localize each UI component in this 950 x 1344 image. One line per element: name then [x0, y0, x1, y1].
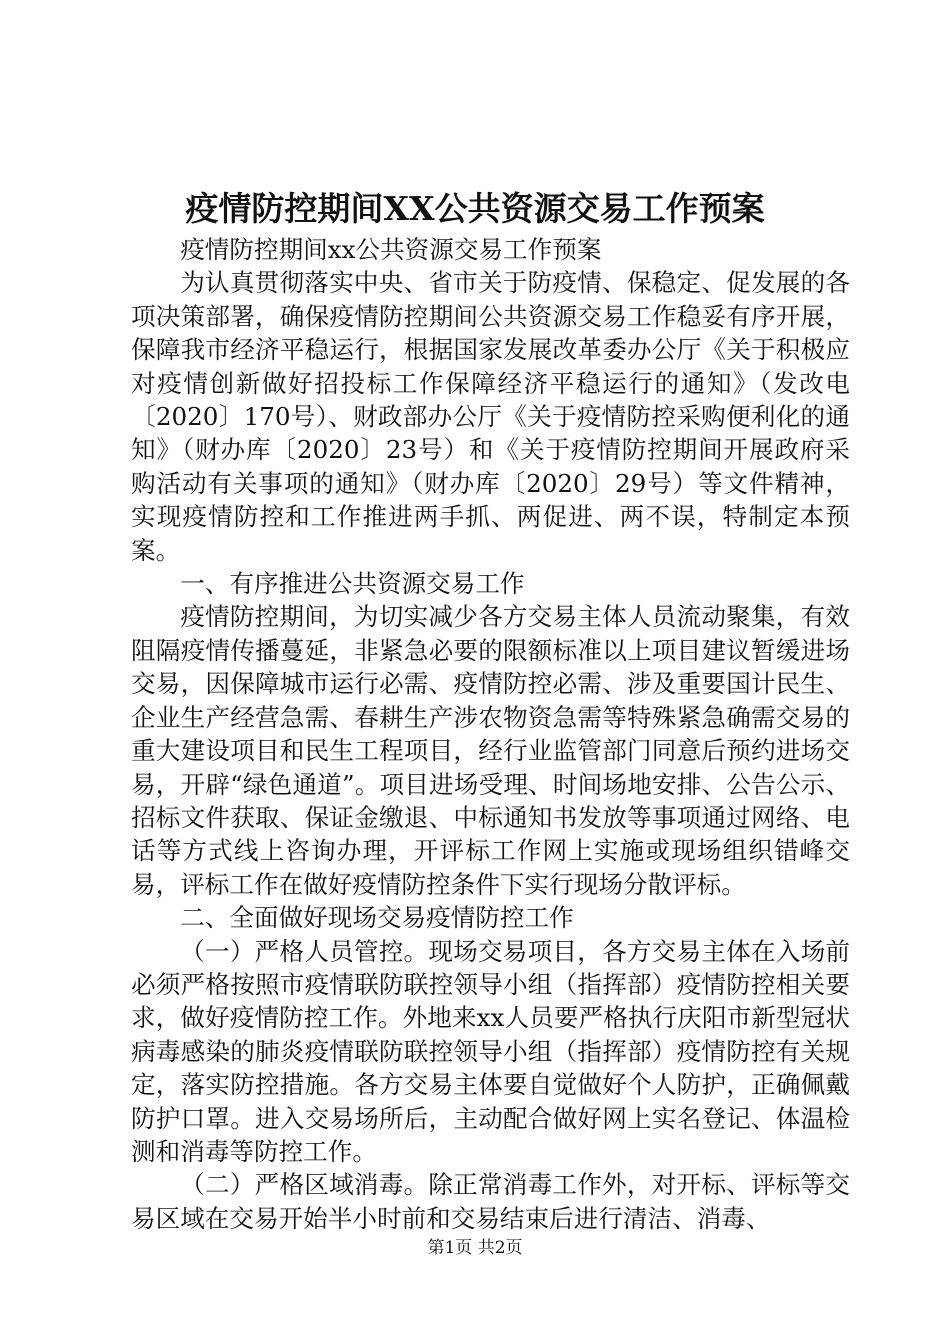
paragraph-section-1: 疫情防控期间，为切实减少各方交易主体人员流动聚集，有效阻隔疫情传播蔓延，非紧急必要的限额标准以上项目建议暂缓进场交易，因保障城市运行必需、疫情防控必需、涉及重要国计民生、企业生产经营急需、春耕生产涉农物资急需等特殊紧急确需交易的重大建设项目和民生工程项目，经行业监管部门同意后预约进场交易，开辟“绿色通道”。项目进场受理、时间场地安排、公告公示、招标文件获取、保证金缴退、中标通知书发放等事项通过网络、电话等方式线上咨询办理，开评标工作网上实施或现场组织错峰交易，评标工作在做好疫情防控条件下实行现场分散评标。 [131, 602, 850, 899]
document-body [131, 233, 850, 1235]
paragraph-subtitle: 疫情防控期间xx公共资源交易工作预案 [180, 235, 602, 264]
section-heading-1: 一、有序推进公共资源交易工作 [180, 569, 525, 599]
paragraph-area-disinfection: （二）严格区域消毒。除正常消毒工作外，对开标、评标等交易区域在交易开始半小时前和交易结束后进行清洁、消毒、 [131, 1170, 850, 1233]
paragraph-personnel-control: （一）严格人员管控。现场交易项目，各方交易主体在入场前必须严格按照市疫情联防联控领导小组（指挥部）疫情防控相关要求，做好疫情防控工作。外地来xx人员要严格执行庆阳市新型冠状病毒感染的肺炎疫情联防联控领导小组（指挥部）疫情防控有关规定，落实防控措施。各方交易主体要自觉做好个人防护，正确佩戴防护口罩。进入交易场所后，主动配合做好网上实名登记、体温检测和消毒等防控工作。 [131, 936, 850, 1166]
section-heading-2: 二、全面做好现场交易疫情防控工作 [180, 903, 574, 933]
paragraph-intro: 为认真贯彻落实中央、省市关于防疫情、保稳定、促发展的各项决策部署，确保疫情防控期间公共资源交易工作稳妥有序开展，保障我市经济平稳运行，根据国家发展改革委办公厅《关于积极应对疫情创新做好招投标工作保障经济平稳运行的通知》（发改电〔2020〕170号）、财政部办公厅《关于疫情防控采购便利化的通知》（财办库〔2020〕23号）和《关于疫情防控期间开展政府采购活动有关事项的通知》（财办库〔2020〕29号）等文件精神，实现疫情防控和工作推进两手抓、两促进、两不误，特制定本预案。 [131, 268, 850, 565]
page-footer: 第1页 共2页 [427, 1238, 523, 1258]
document-title: 疫情防控期间XX公共资源交易工作预案 [185, 189, 765, 228]
